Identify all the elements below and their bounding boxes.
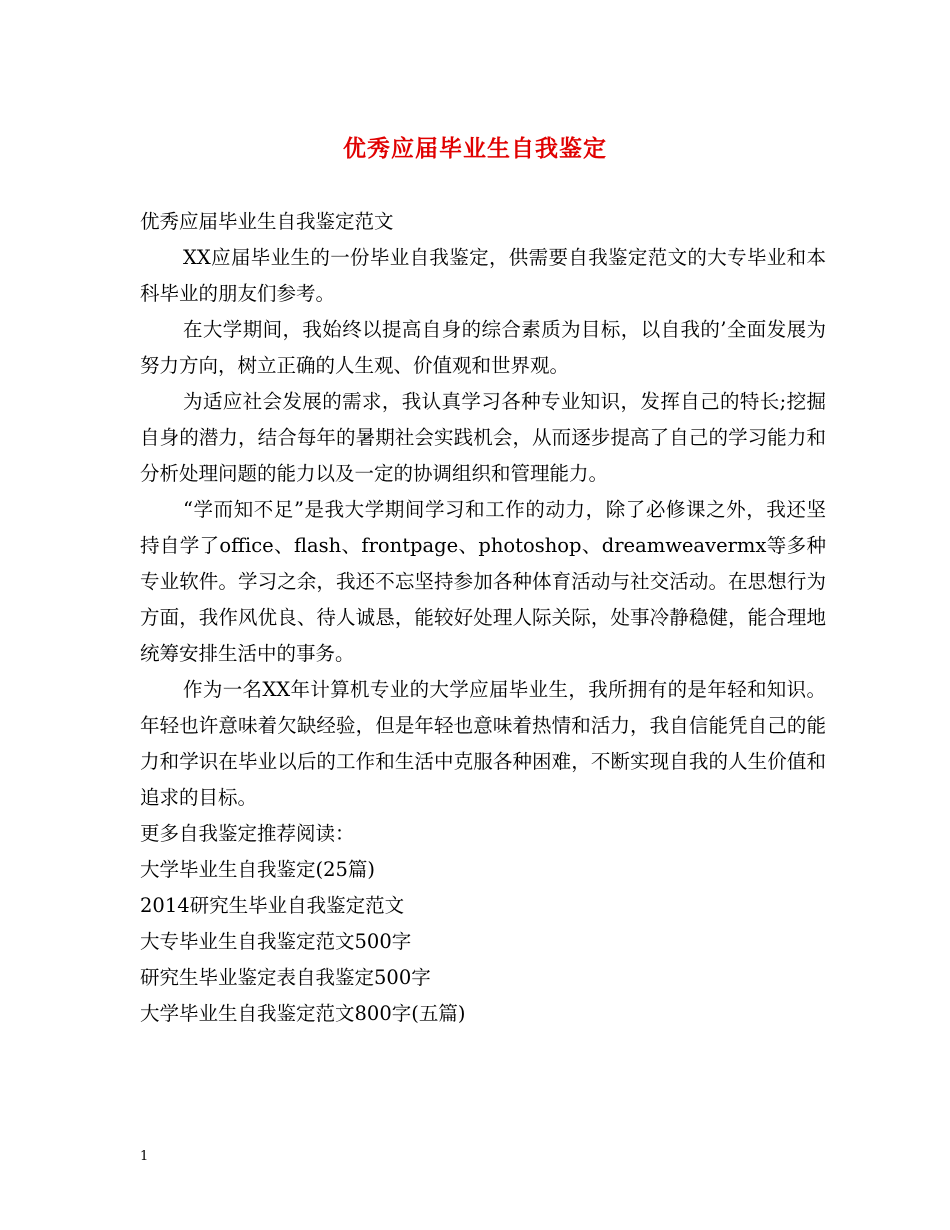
more-reading-heading: 更多自我鉴定推荐阅读： [140,822,355,845]
related-link: 2014研究生毕业自我鉴定范文 [140,894,405,917]
document-title: 优秀应届毕业生自我鉴定 [343,135,607,162]
related-link: 研究生毕业鉴定表自我鉴定500字 [140,966,431,989]
paragraph-intro: XX应届毕业生的一份毕业自我鉴定，供需要自我鉴定范文的大专毕业和本科毕业的朋友们参考。 [140,246,826,305]
related-link: 大学毕业生自我鉴定(25篇) [140,858,376,881]
related-link: 大专毕业生自我鉴定范文500字 [140,930,412,953]
paragraph-abilities: 为适应社会发展的需求，我认真学习各种专业知识，发挥自己的特长;挖掘自身的潜力，结合每年的暑期社会实践机会，从而逐步提高了自己的学习能力和分析处理问题的能力以及一定的协调组织和管理能力。 [140,390,826,485]
document-subtitle: 优秀应届毕业生自我鉴定范文 [140,210,394,233]
paragraph-skills: “学而知不足”是我大学期间学习和工作的动力，除了必修课之外，我还坚持自学了office、flash、frontpage、photoshop、dreamweavermx等多种专业软件。学习之余，我还不忘坚持参加各种体育活动与社交活动。在思想行为方面，我作风优良、待人诚恳，能较好处理人际关际，处事冷静稳健，能合理地统筹安排生活中的事务。 [140,498,826,665]
document-body [140,204,826,1032]
related-link: 大学毕业生自我鉴定范文800字(五篇) [140,1002,466,1025]
paragraph-conclusion: 作为一名XX年计算机专业的大学应届毕业生，我所拥有的是年轻和知识。年轻也许意味着欠缺经验，但是年轻也意味着热情和活力，我自信能凭自己的能力和学识在毕业以后的工作和生活中克服各种困难，不断实现自我的人生价值和追求的目标。 [140,678,826,809]
page-number: 1 [140,1149,149,1164]
paragraph-goals: 在大学期间，我始终以提高自身的综合素质为目标，以自我的’全面发展为努力方向，树立正确的人生观、价值观和世界观。 [140,318,826,377]
